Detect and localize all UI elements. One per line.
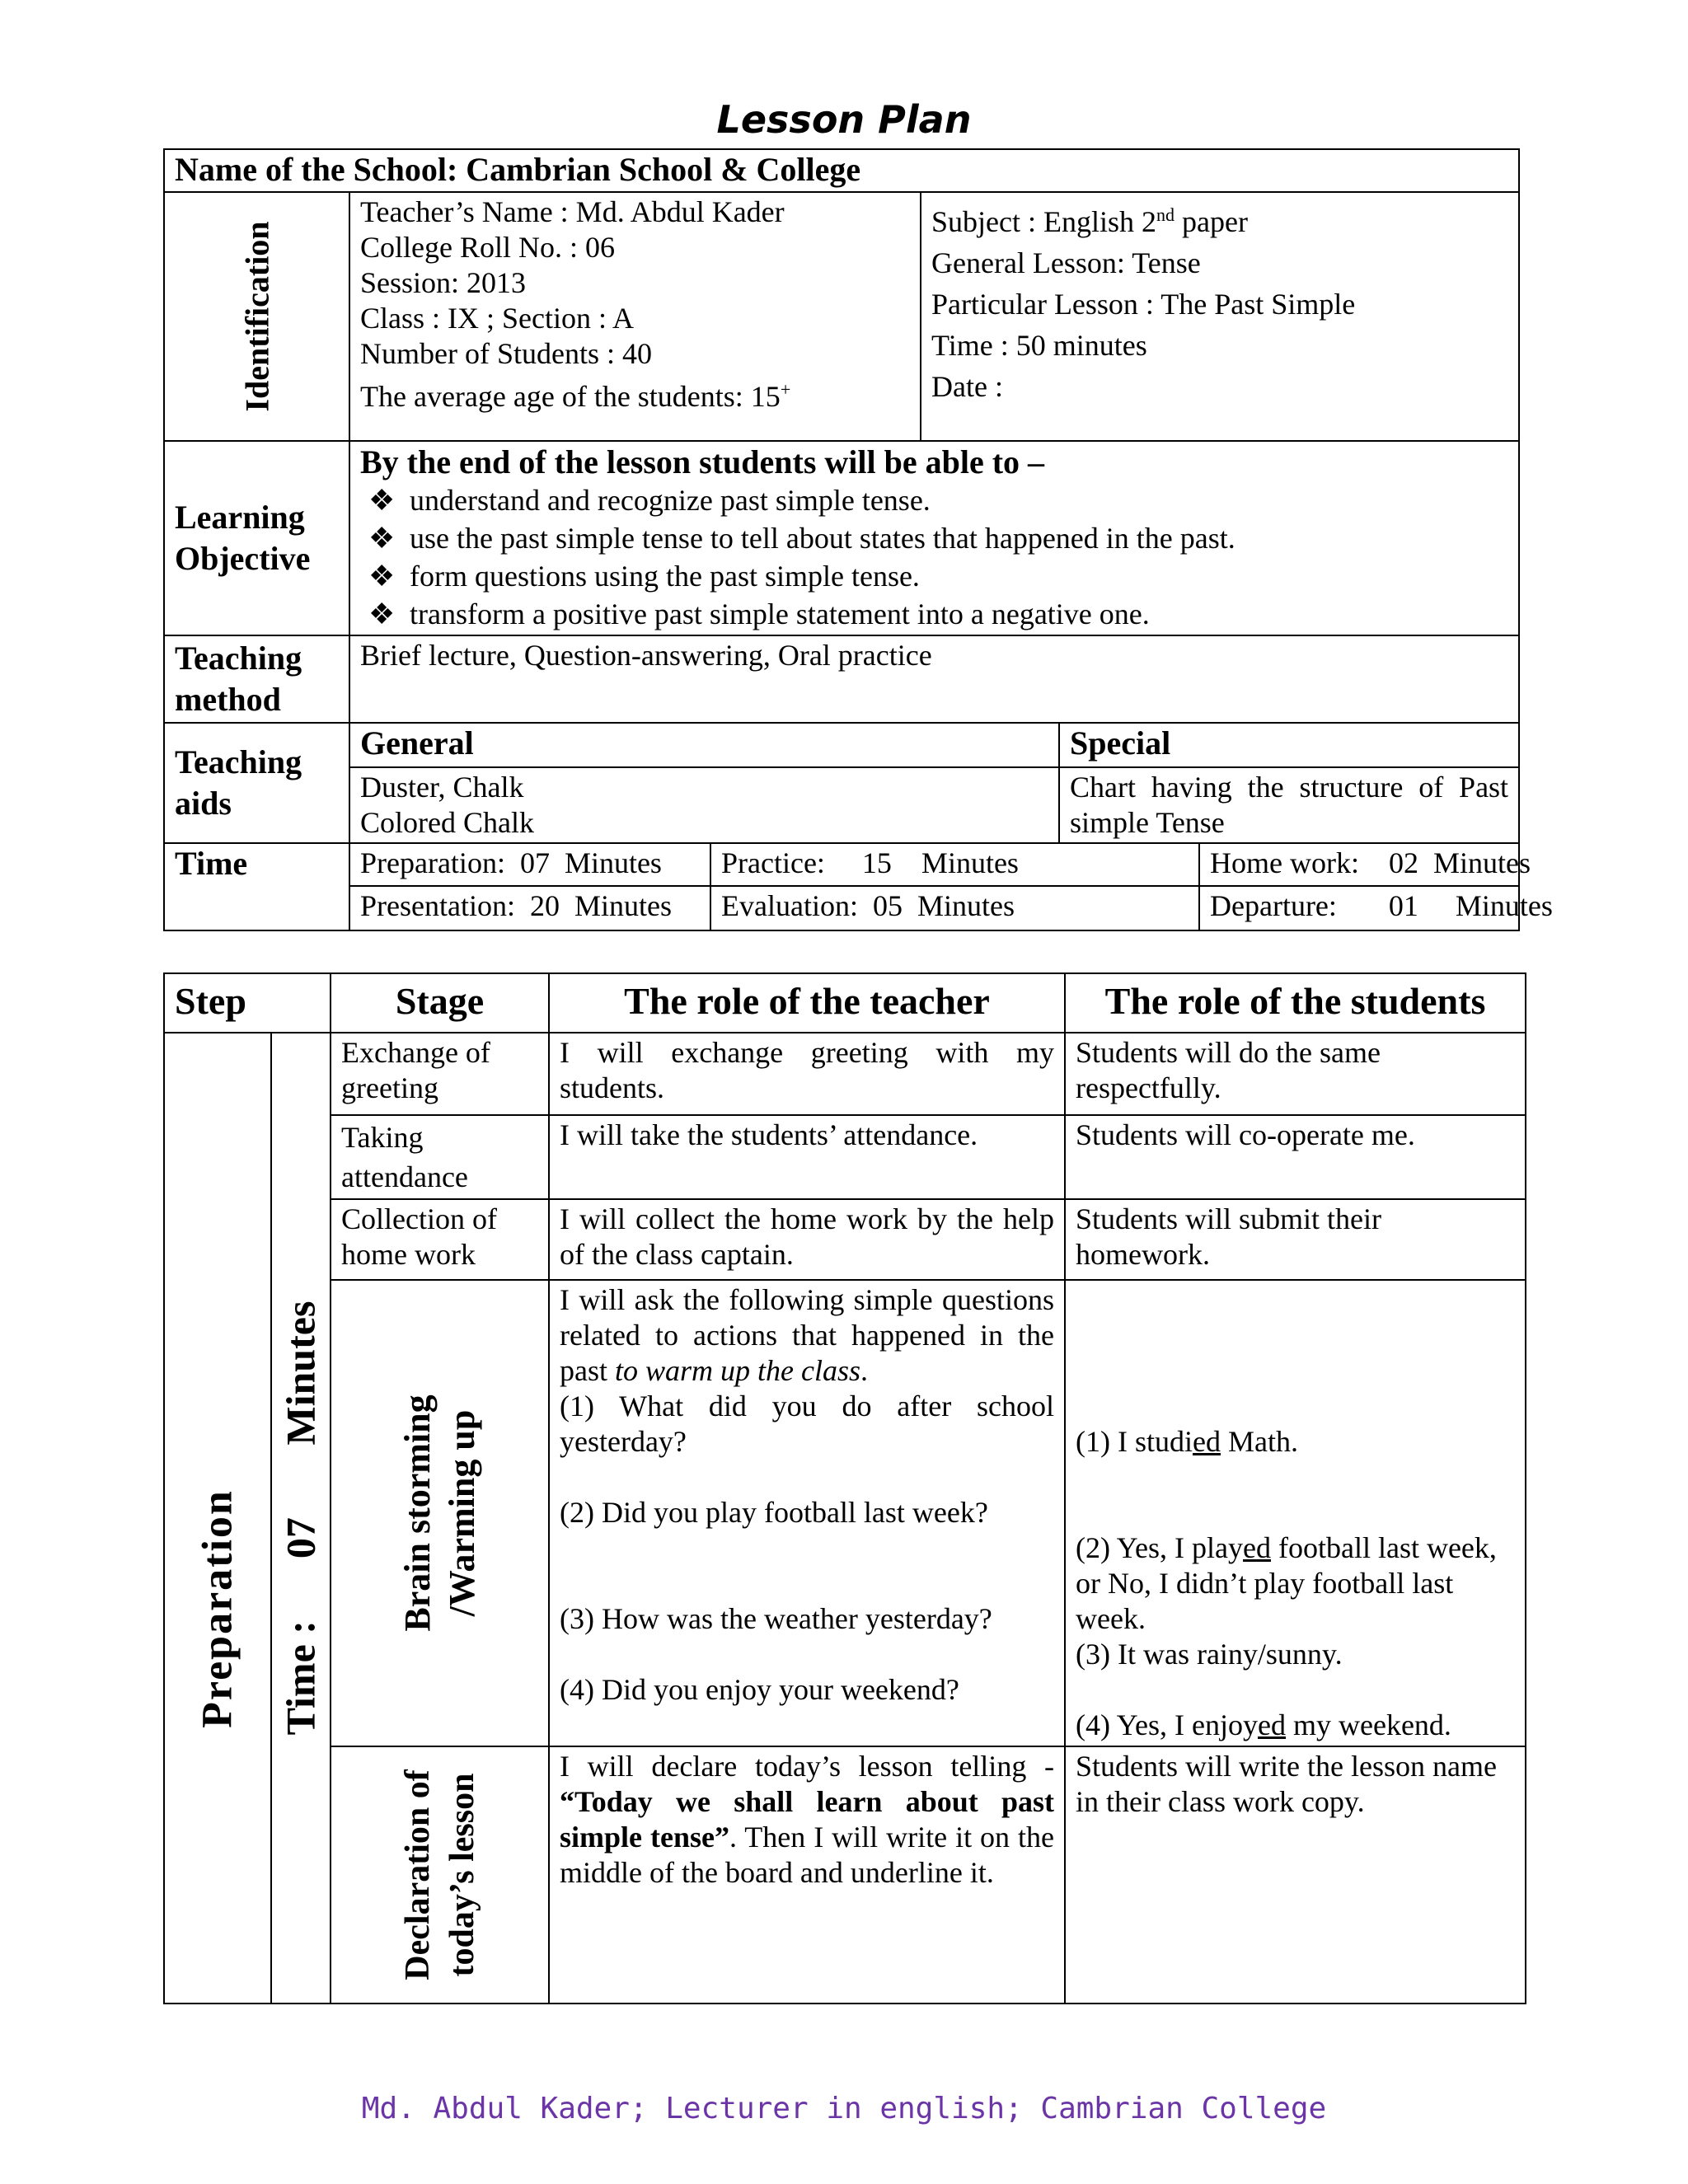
stage-collection-homework: Collection of home work <box>331 1199 549 1280</box>
answer-3: (3) It was rainy/sunny. <box>1076 1638 1343 1671</box>
number-of-students: Number of Students : 40 <box>360 337 652 370</box>
teacher-brainstorming <box>549 1280 1065 1746</box>
particular-lesson: Particular Lesson : The Past Simple <box>931 288 1356 321</box>
aids-special-value: Chart having the structure of Past simple Tense <box>1059 767 1519 843</box>
time-preparation: Preparation: 07 Minutes <box>349 843 710 886</box>
students-taking-attendance: Students will co-operate me. <box>1065 1115 1526 1199</box>
answer-2: (2) Yes, I played football last week, or No, I didn’t play football last week. <box>1076 1531 1497 1635</box>
college-roll: College Roll No. : 06 <box>360 231 615 264</box>
teacher-name: Teacher’s Name : Md. Abdul Kader <box>360 195 785 228</box>
step-preparation-cell <box>164 1033 271 2004</box>
question-1: (1) What did you do after school yesterday? <box>560 1390 1054 1458</box>
step-preparation-label: Preparation <box>194 1489 241 1728</box>
average-age: The average age of the students: 15+ <box>360 379 791 413</box>
time-practice: Practice: 15 Minutes <box>710 843 1199 886</box>
teacher-exchange-greeting: I will exchange greeting with my students. <box>549 1033 1065 1115</box>
teaching-method-label: Teaching method <box>164 635 349 723</box>
time-evaluation: Evaluation: 05 Minutes <box>710 886 1199 930</box>
teacher-declaration: I will declare today’s lesson telling - “Today we shall learn about past simple tense”. Then I will write it on the middle of the board and underline it. <box>549 1746 1065 2004</box>
stage-taking-attendance: Taking attendance <box>331 1115 549 1199</box>
time-homework: Home work: 02 Minutes <box>1199 843 1519 886</box>
stage-exchange-greeting: Exchange of greeting <box>331 1033 549 1115</box>
question-3: (3) How was the weather yesterday? <box>560 1602 992 1635</box>
learning-objective-cell <box>349 441 1519 635</box>
question-2: (2) Did you play football last week? <box>560 1496 988 1529</box>
lesson-date: Date : <box>931 370 1003 403</box>
general-lesson: General Lesson: Tense <box>931 246 1201 279</box>
page-footer: Md. Abdul Kader; Lecturer in english; Cambrian College <box>361 2092 1327 2125</box>
header-students-role: The role of the students <box>1065 973 1526 1033</box>
header-teacher-role: The role of the teacher <box>549 973 1065 1033</box>
session: Session: 2013 <box>360 266 527 299</box>
objective-item: ❖ use the past simple tense to tell about states that happened in the past. <box>368 522 1236 555</box>
teaching-method-value: Brief lecture, Question-answering, Oral practice <box>349 635 1519 723</box>
header-stage: Stage <box>331 973 549 1033</box>
students-collection-homework: Students will submit their homework. <box>1065 1199 1526 1280</box>
page-title: Lesson Plan <box>716 97 972 142</box>
time-departure: Departure: 01 Minutes <box>1199 886 1519 930</box>
steps-table <box>163 972 1526 2004</box>
students-exchange-greeting: Students will do the same respectfully. <box>1065 1033 1526 1115</box>
stage-brainstorming-label: Brain storming /Warming up <box>396 1394 482 1632</box>
students-brainstorming <box>1065 1280 1526 1746</box>
objective-item: ❖ understand and recognize past simple tense. <box>368 484 931 517</box>
teacher-collection-homework: I will collect the home work by the help of the class captain. <box>549 1199 1065 1280</box>
students-declaration: Students will write the lesson name in their class work copy. <box>1065 1746 1526 2004</box>
lesson-info-table <box>163 148 1553 931</box>
aid-item: Duster, Chalk <box>360 771 524 804</box>
aids-general-head: General <box>349 723 1059 767</box>
class-section: Class : IX ; Section : A <box>360 302 634 335</box>
teacher-taking-attendance: I will take the students’ attendance. <box>549 1115 1065 1199</box>
subject: Subject : English 2nd paper <box>931 204 1248 238</box>
header-step: Step <box>164 973 331 1033</box>
teacher-info-cell <box>349 192 921 441</box>
lesson-time: Time : 50 minutes <box>931 329 1147 362</box>
aids-special-head: Special <box>1059 723 1519 767</box>
teaching-aids-label: Teaching aids <box>164 723 349 843</box>
aids-general-list <box>349 767 1059 843</box>
time-label: Time <box>164 843 349 930</box>
identification-label: Identification <box>238 221 275 412</box>
stage-brainstorming-cell <box>331 1280 549 1746</box>
objective-heading: By the end of the lesson students will be able to – <box>360 443 1045 480</box>
time-presentation: Presentation: 20 Minutes <box>349 886 710 930</box>
answer-1: (1) I studied Math. <box>1076 1425 1298 1458</box>
learning-objective-label: Learning Objective <box>164 441 349 635</box>
identification-label-cell <box>164 192 349 441</box>
aid-item: Colored Chalk <box>360 806 534 839</box>
answer-4: (4) Yes, I enjoyed my weekend. <box>1076 1708 1451 1741</box>
school-name: Name of the School: Cambrian School & College <box>164 149 1519 192</box>
step-time-cell <box>271 1033 331 2004</box>
step-time-label: Time : 07 Minutes <box>277 1301 324 1736</box>
question-4: (4) Did you enjoy your weekend? <box>560 1673 959 1706</box>
objective-item: ❖ form questions using the past simple tense. <box>368 560 920 593</box>
objective-item: ❖ transform a positive past simple statement into a negative one. <box>368 598 1150 630</box>
stage-declaration-label: Declaration of today’s lesson <box>398 1769 481 1980</box>
brainstorm-intro: I will ask the following simple questions related to actions that happened in the past to warm up the class. <box>560 1283 1054 1387</box>
subject-info-cell <box>921 192 1519 441</box>
stage-declaration-cell <box>331 1746 549 2004</box>
objective-list <box>360 481 1508 633</box>
